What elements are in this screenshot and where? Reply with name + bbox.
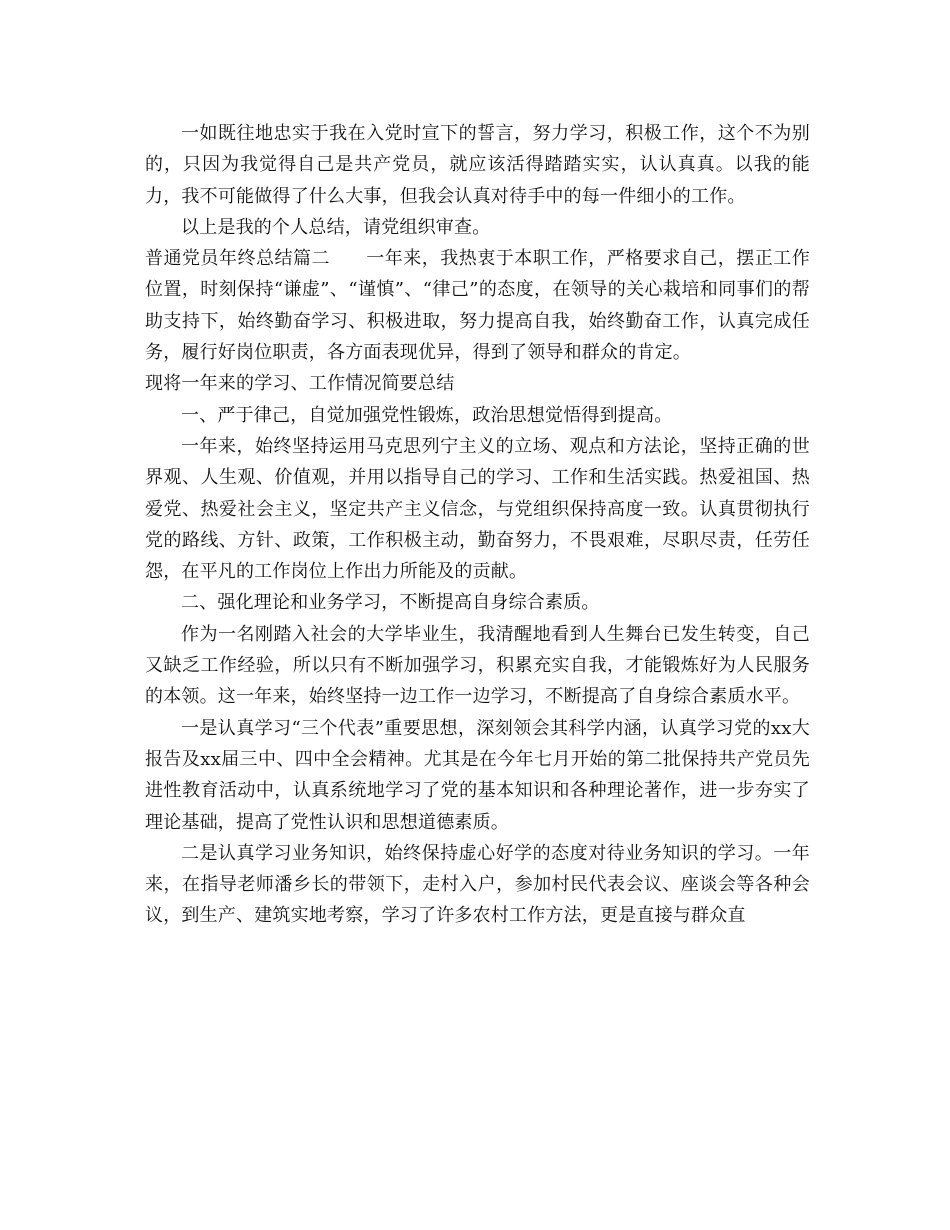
section-heading: 普通党员年终总结篇二 [145, 248, 330, 270]
paragraph: 现将一年来的学习、工作情况简要总结 [145, 373, 455, 395]
paragraph: 一年来，始终坚持运用马克思列宁主义的立场、观点和方法论，坚持正确的世界观、人生观、价值观，并用以指导自己的学习、工作和生活实践。热爱祖国、热爱党、热爱社会主义，坚定共产主义信念，与党组织保持高度一致。认真贯彻执行党的路线、方针、政策，工作积极主动，勤奋努力，不畏艰难，尽职尽责，任劳任怨，在平凡的工作岗位上作出力所能及的贡献。 [145, 435, 810, 583]
paragraph-with-heading [145, 243, 810, 368]
section-title: 一、严于律己，自觉加强党性锻炼，政治思想觉悟得到提高。 [181, 404, 673, 426]
paragraph: 一是认真学习“三个代表”重要思想，深刻领会其科学内涵，认真学习党的xx大报告及xx届三中、四中全会精神。尤其是在今年七月开始的第二批保持共产党员先进性教育活动中，认真系统地学习了党的基本知识和各种理论著作，进一步夯实了理论基础，提高了党性认识和思想道德素质。 [145, 717, 810, 833]
paragraph: 二是认真学习业务知识，始终保持虚心好学的态度对待业务知识的学习。一年来，在指导老师潘乡长的带领下，走村入户，参加村民代表会议、座谈会等各种会议，到生产、建筑实地考察，学习了许多农村工作方法，更是直接与群众直 [145, 842, 810, 927]
document-body [145, 118, 810, 932]
paragraph: 一如既往地忠实于我在入党时宣下的誓言，努力学习，积极工作，这个不为别的，只因为我觉得自己是共产党员，就应该活得踏踏实实，认认真真。以我的能力，我不可能做得了什么大事，但我会认真对待手中的每一件细小的工作。 [145, 123, 810, 207]
paragraph-text: 一年来，我热衷于本职工作，严格要求自己，摆正工作位置，时刻保持“谦虚”、“谨慎”、“律己”的态度，在领导的关心栽培和同事们的帮助支持下，始终勤奋学习、积极进取，努力提高自我，始终勤奋工作，认真完成任务，履行好岗位职责，各方面表现优异，得到了领导和群众的肯定。 [145, 248, 810, 364]
paragraph: 作为一名刚踏入社会的大学毕业生，我清醒地看到人生舞台已发生转变，自己又缺乏工作经验，所以只有不断加强学习，积累充实自我，才能锻炼好为人民服务的本领。这一年来，始终坚持一边工作一边学习，不断提高了自身综合素质水平。 [145, 623, 810, 708]
section-title: 二、强化理论和业务学习，不断提高自身综合素质。 [181, 592, 600, 614]
paragraph: 以上是我的个人总结，请党组织审查。 [181, 216, 491, 238]
